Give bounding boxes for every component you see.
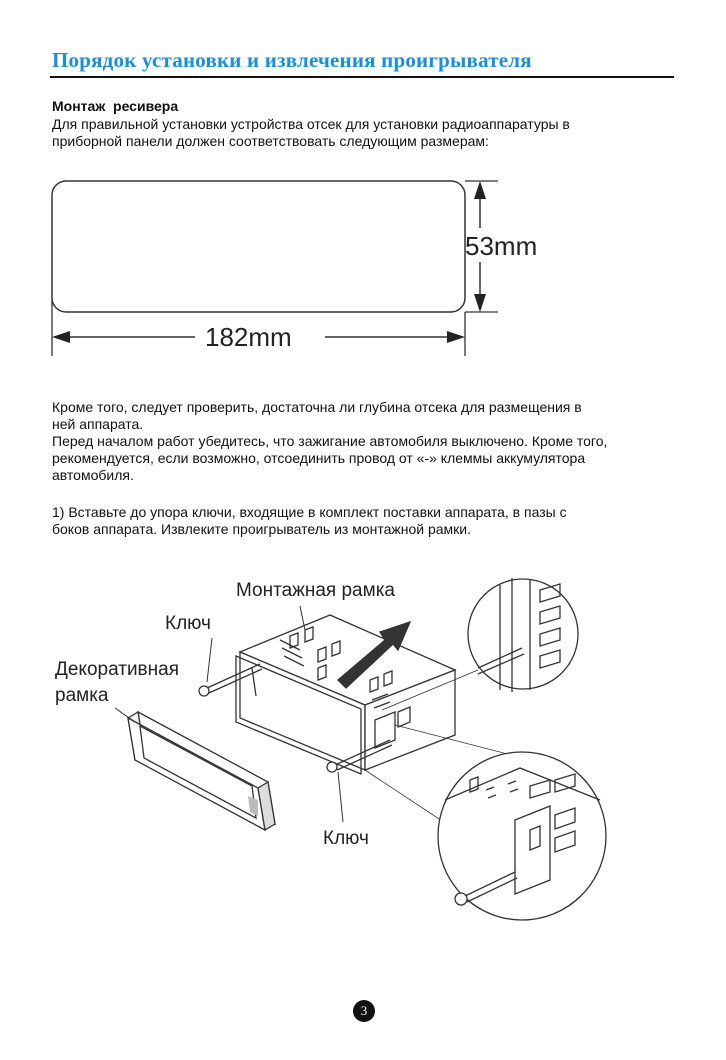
notes-line: Перед началом работ убедитесь, что зажигание автомобиля выключено. Кроме того,: [52, 433, 608, 449]
notes-line: ней аппарата.: [52, 416, 144, 432]
detail-circle-1: [468, 578, 578, 692]
step1-line: 1) Вставьте до упора ключи, входящие в комплект поставки аппарата, в пазы с: [52, 504, 567, 520]
label-decorative-frame-line1: Декоративная: [55, 659, 180, 680]
page-title: Порядок установки и извлечения проигрывателя: [52, 48, 532, 72]
label-key-top: Ключ: [165, 613, 211, 634]
step1-line: боков аппарата. Извлеките проигрыватель из монтажной рамки.: [52, 521, 472, 537]
detail-circle-2: [438, 752, 606, 920]
notes-line: Кроме того, следует проверить, достаточна ли глубина отсека для размещения в: [52, 399, 582, 415]
notes-line: автомобиля.: [52, 467, 134, 483]
label-decorative-frame-line2: рамка: [55, 685, 109, 706]
label-key-bottom: Ключ: [323, 828, 369, 849]
page-number: 3: [353, 1000, 375, 1022]
label-mounting-frame: Монтажная рамка: [236, 580, 395, 601]
notes-line: рекомендуется, если возможно, отсоединить провод от «-» клеммы аккумулятора: [52, 450, 586, 466]
height-label: 53mm: [465, 231, 538, 261]
section-heading: Монтаж ресивера: [52, 98, 179, 114]
receiver-unit-drawing: [236, 615, 455, 774]
intro-line: приборной панели должен соответствовать следующим размерам:: [52, 133, 489, 149]
intro-line: Для правильной установки устройства отсек для установки радиоаппаратуры в: [52, 116, 570, 132]
width-label: 182mm: [205, 322, 292, 352]
